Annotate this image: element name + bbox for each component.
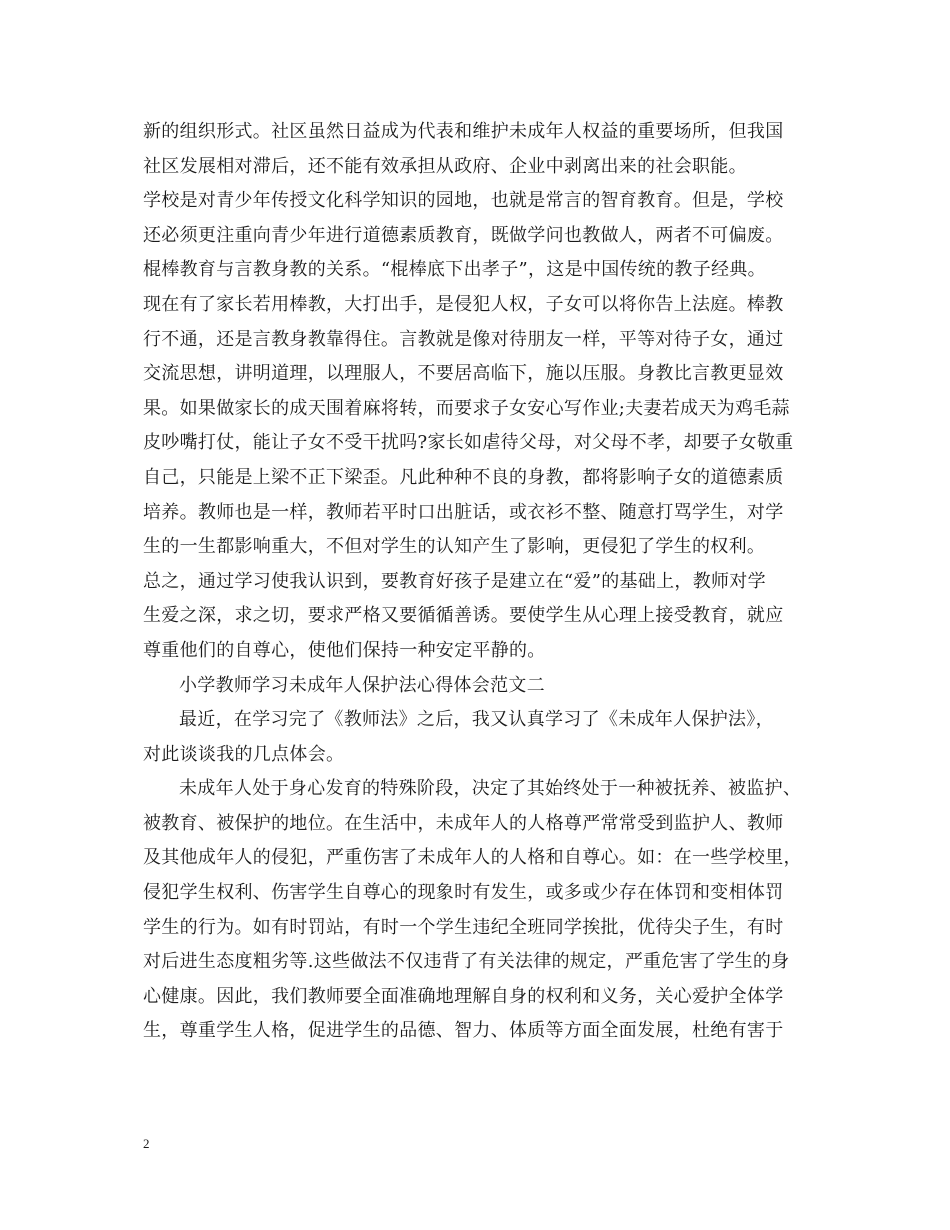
text-line: 还必须更注重向青少年进行道德素质教育，既做学问也教做人，两者不可偏废。	[143, 224, 784, 246]
text-line: 心健康。因此，我们教师要全面准确地理解自身的权利和义务，关心爱护全体学	[143, 985, 784, 1007]
text-line: 总之，通过学习使我认识到，要教育好孩子是建立在“爱”的基础上，教师对学	[143, 570, 766, 592]
body-text	[143, 115, 823, 1049]
text-line: 未成年人处于身心发育的特殊阶段，决定了其始终处于一种被抚养、被监护、	[179, 778, 802, 800]
text-line: 生的一生都影响重大，不但对学生的认知产生了影响，更侵犯了学生的权利。	[143, 536, 766, 558]
text-line: 新的组织形式。社区虽然日益成为代表和维护未成年人权益的重要场所，但我国	[143, 121, 784, 142]
text-line: 交流思想，讲明道理，以理服人，不要居高临下，施以压服。身教比言教更显效	[143, 363, 784, 385]
text-line: 生爱之深，求之切，要求严格又要循循善诱。要使学生从心理上接受教育，就应	[143, 605, 784, 627]
text-line: 棍棒教育与言教身教的关系。“棍棒底下出孝子”，这是中国传统的教子经典。	[143, 259, 766, 281]
text-line: 现在有了家长若用棒教，大打出手，是侵犯人权，子女可以将你告上法庭。棒教	[143, 293, 784, 315]
text-line: 果。如果做家长的成天围着麻将转，而要求子女安心写作业;夫妻若成天为鸡毛蒜	[143, 397, 790, 419]
text-line: 及其他成年人的侵犯，严重伤害了未成年人的人格和自尊心。如：在一些学校里，	[143, 847, 802, 869]
text-line: 对此谈谈我的几点体会。	[143, 743, 345, 765]
text-line: 小学教师学习未成年人保护法心得体会范文二	[179, 674, 545, 696]
text-line: 被教育、被保护的地位。在生活中，未成年人的人格尊严常常受到监护人、教师	[143, 812, 784, 834]
text-line: 行不通，还是言教身教靠得住。言教就是像对待朋友一样，平等对待子女，通过	[143, 328, 784, 350]
text-line: 学生的行为。如有时罚站，有时一个学生违纪全班同学挨批，优待尖子生，有时	[143, 916, 784, 938]
text-line: 生，尊重学生人格，促进学生的品德、智力、体质等方面全面发展，杜绝有害于	[143, 1020, 784, 1042]
text-line: 最近，在学习完了《教师法》之后，我又认真学习了《未成年人保护法》，	[179, 709, 774, 731]
text-line: 皮吵嘴打仗，能让子女不受干扰吗?家长如虐待父母，对父母不孝，却要子女敬重	[143, 432, 794, 454]
text-line: 侵犯学生权利、伤害学生自尊心的现象时有发生，或多或少存在体罚和变相体罚	[143, 882, 784, 904]
page-number: 2	[143, 1136, 150, 1151]
text-line: 培养。教师也是一样，教师若平时口出脏话，或衣衫不整、随意打骂学生，对学	[143, 501, 784, 523]
text-line: 社区发展相对滞后，还不能有效承担从政府、企业中剥离出来的社会职能。	[143, 155, 747, 177]
text-line: 对后进生态度粗劣等.这些做法不仅违背了有关法律的规定，严重危害了学生的身	[143, 951, 790, 973]
text-line: 自己，只能是上梁不正下梁歪。凡此种种不良的身教，都将影响子女的道德素质	[143, 466, 784, 488]
text-line: 尊重他们的自尊心，使他们保持一种安定平静的。	[143, 639, 546, 661]
text-line: 学校是对青少年传授文化科学知识的园地，也就是常言的智育教育。但是，学校	[143, 190, 784, 212]
